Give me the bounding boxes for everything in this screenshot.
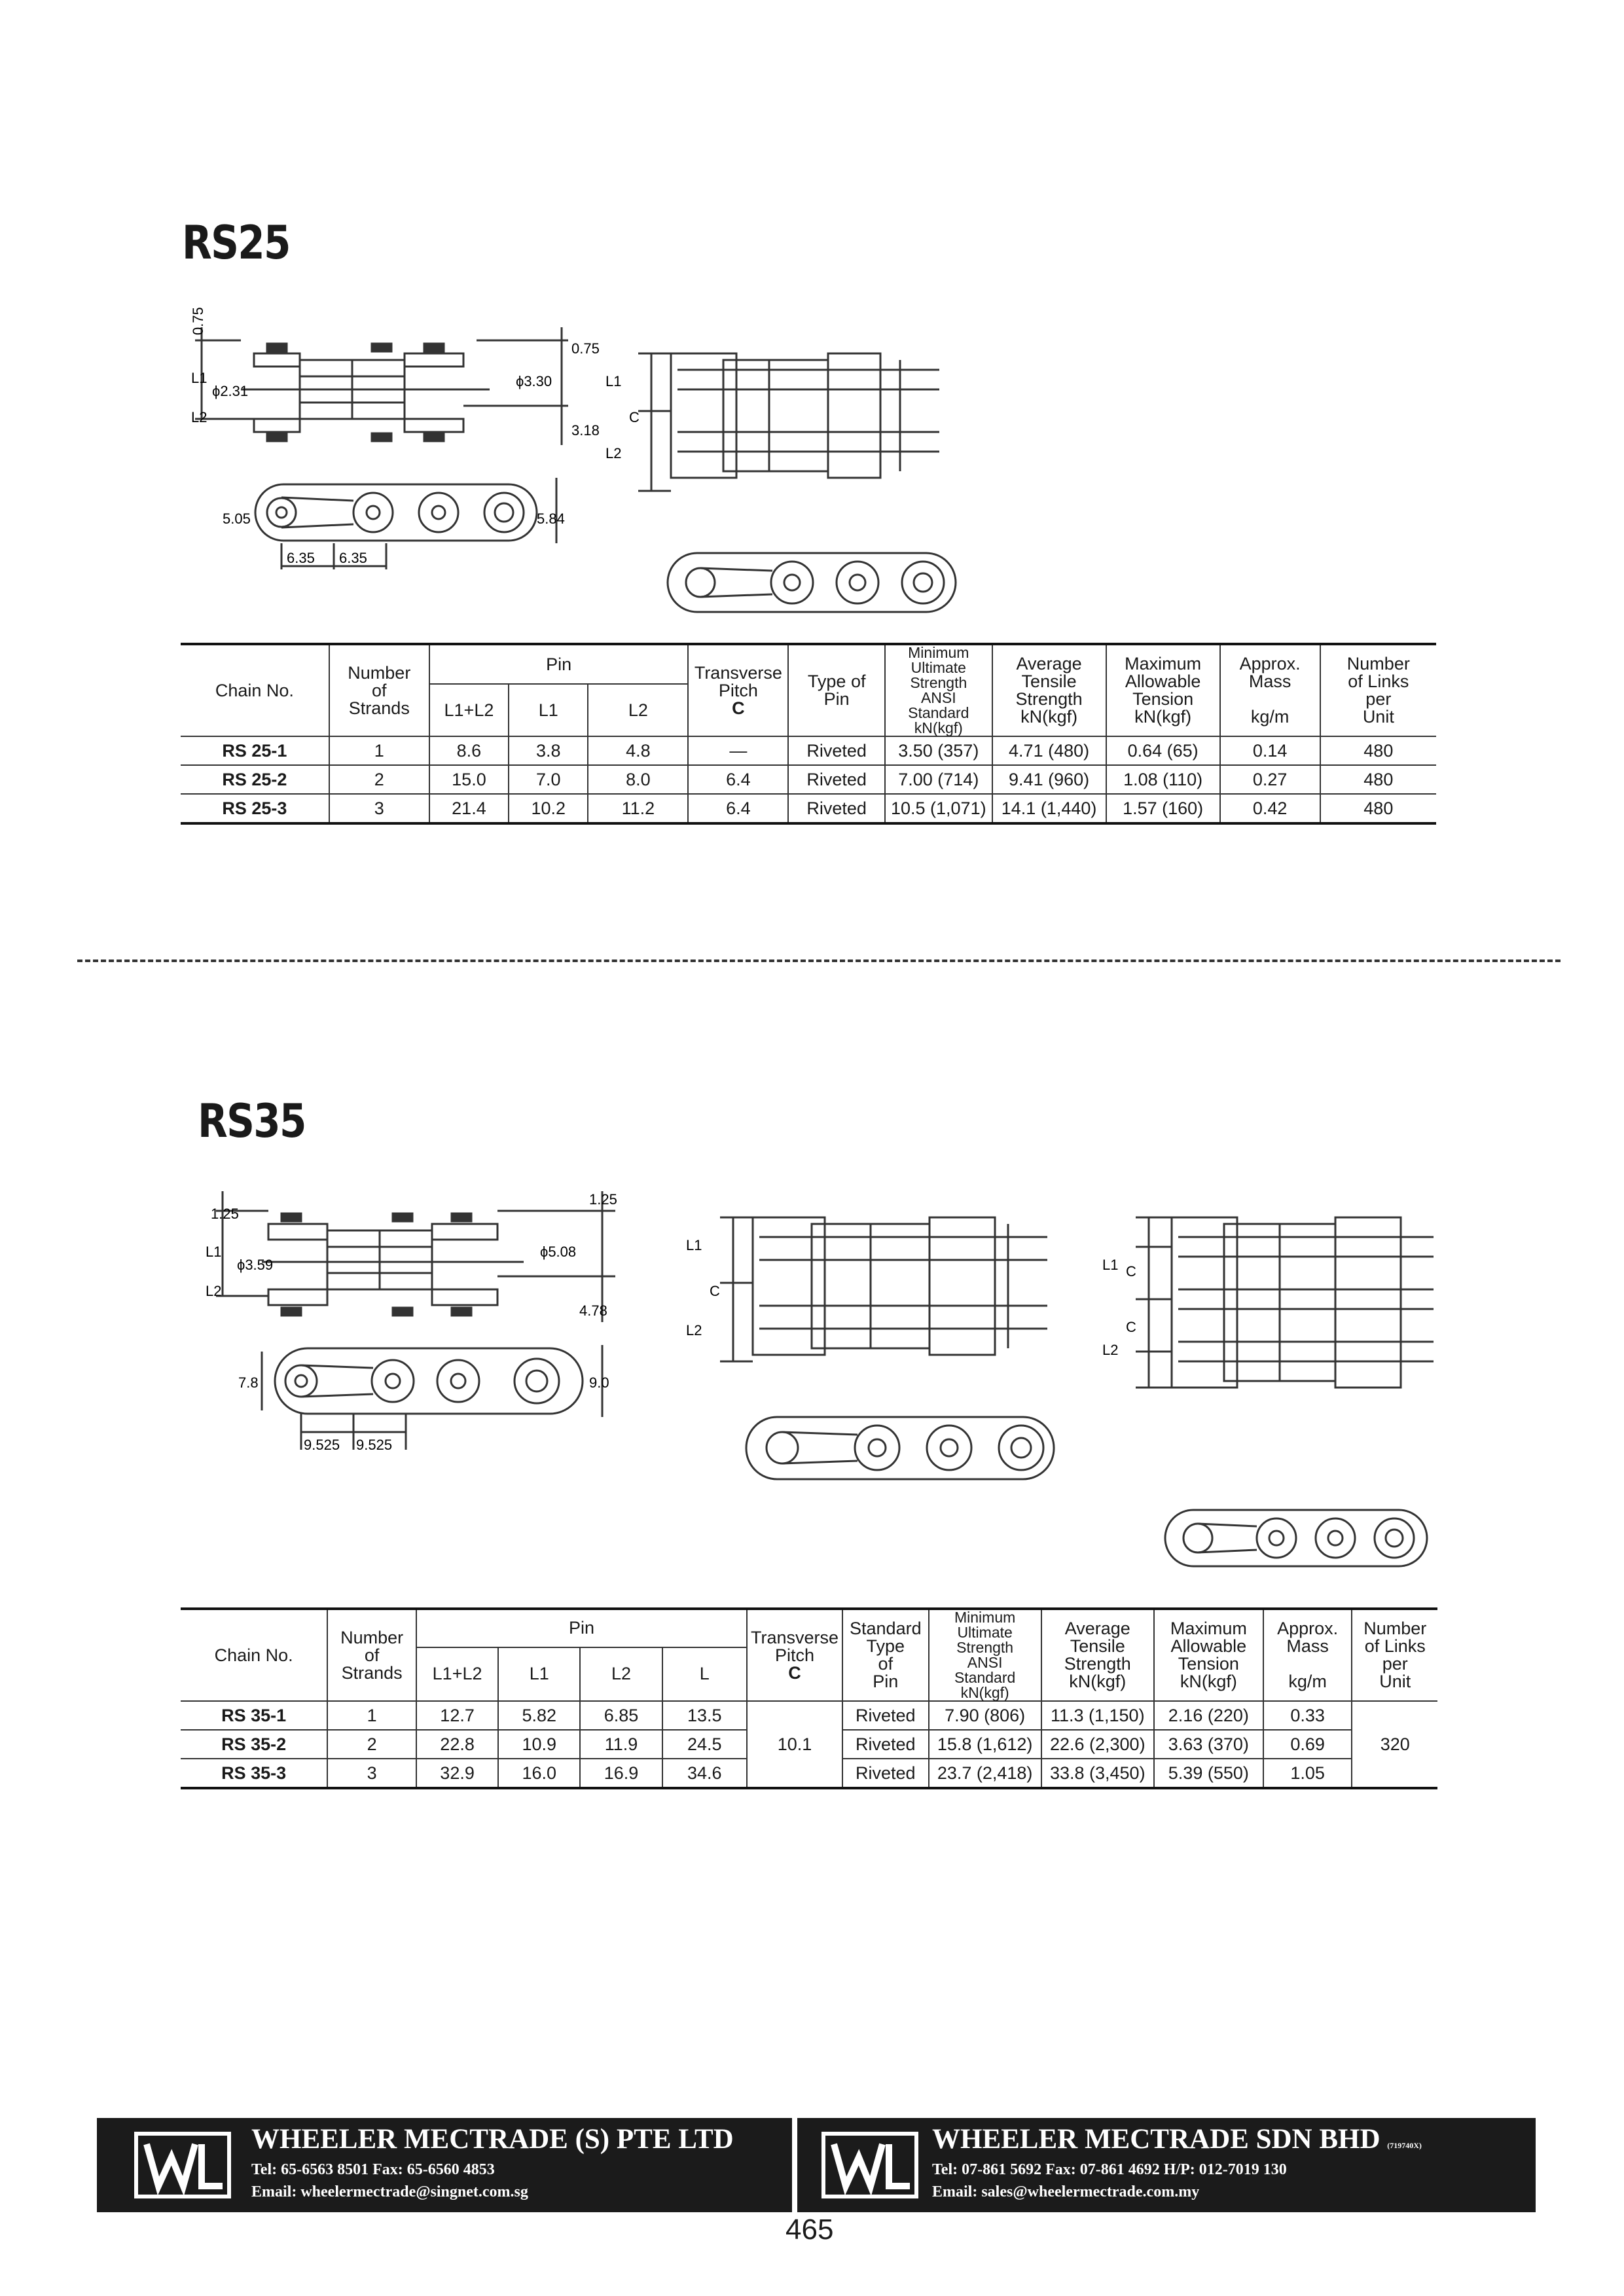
cell-chain-no: RS 25-1 [181,736,329,765]
cell-mass: 0.27 [1220,765,1320,794]
rs25-dim-pitch-a: 6.35 [287,550,315,566]
rs25-dim-roller-dia: ϕ3.30 [516,373,552,389]
cell-l2: 8.0 [588,765,688,794]
cell-l1: 10.2 [509,794,588,823]
col-max-tension: Maximum Allowable Tension kN(kgf) [1154,1609,1263,1701]
rs25-dim-pitch-b: 6.35 [339,550,367,566]
col-l2: L2 [580,1647,662,1701]
cell-pitch: 6.4 [688,765,788,794]
rs35-dim-roller-dia: ϕ5.08 [540,1244,577,1260]
col-strands: Number of Strands [329,644,429,736]
footer-right-company: WHEELER MECTRADE SDN BHD (719740X) [932,2124,1422,2155]
cell-mass: 0.14 [1220,736,1320,765]
cell-l2: 6.85 [580,1701,662,1730]
footer-left-block [97,2118,792,2212]
rs25-dim-0-75-left: 0.75 [190,307,206,335]
rs25-plan-view-drawing [203,471,569,602]
rs25-double-plan-drawing [661,543,969,622]
col-type: Standard Type of Pin [842,1609,928,1701]
rs25-double-strand-drawing [599,340,952,497]
cell-chain-no: RS 35-3 [181,1759,327,1788]
col-l1l2: L1+L2 [416,1647,498,1701]
col-pin: Pin [416,1609,747,1647]
rs25-dim-pin-dia: ϕ2.31 [212,383,249,399]
rs35-dim-1-25-left: 1.25 [211,1206,239,1222]
cell-l2: 16.9 [580,1759,662,1788]
cell-type: Riveted [842,1730,928,1759]
cell-avg-strength: 4.71 (480) [992,736,1106,765]
rs35-ts-l2: L2 [1102,1342,1119,1358]
cell-l1l2: 22.8 [416,1730,498,1759]
rs35-dim-pitch-a: 9.525 [304,1437,340,1453]
cell-links: 480 [1320,765,1436,794]
cell-mass: 0.33 [1263,1701,1352,1730]
table-row [181,736,1436,765]
footer-left-company: WHEELER MECTRADE (S) PTE LTD [251,2124,734,2155]
cell-max-tension: 1.57 (160) [1106,794,1220,823]
col-min-strength: Minimum Ultimate Strength ANSI Standard kN(kgf) [885,644,992,736]
col-pin: Pin [429,644,689,684]
cell-links: 480 [1320,736,1436,765]
col-strands: Number of Strands [327,1609,416,1701]
footer-banner [97,2118,1536,2212]
rs35-ds-l1: L1 [686,1237,702,1253]
col-l1: L1 [498,1647,580,1701]
footer-right-email: Email: sales@wheelermectrade.com.my [932,2183,1200,2200]
cell-type: Riveted [842,1759,928,1788]
cell-l1: 7.0 [509,765,588,794]
rs35-ds-c: C [710,1283,720,1299]
rs35-dim-l1: L1 [206,1244,222,1260]
col-l1l2: L1+L2 [429,684,509,736]
cell-type: Riveted [842,1701,928,1730]
cell-max-tension: 5.39 (550) [1154,1759,1263,1788]
rs25-dim-l1: L1 [191,370,208,386]
cell-l: 34.6 [662,1759,747,1788]
col-chain-no: Chain No. [181,1609,327,1701]
rs35-dim-9-0: 9.0 [589,1374,609,1391]
table-row [181,1701,1437,1730]
col-avg-strength: Average Tensile Strength kN(kgf) [1041,1609,1154,1701]
cell-l1: 3.8 [509,736,588,765]
footer-left-email: Email: wheelermectrade@singnet.com.sg [251,2183,528,2200]
cell-l: 13.5 [662,1701,747,1730]
cell-min-strength: 10.5 (1,071) [885,794,992,823]
rs35-double-strand-drawing [681,1204,1060,1374]
cell-l2: 11.2 [588,794,688,823]
rs35-plan-view-drawing [236,1335,615,1460]
col-max-tension: Maximum Allowable Tension kN(kgf) [1106,644,1220,736]
rs35-dim-1-25-right: 1.25 [589,1191,617,1208]
footer-left-tel: Tel: 65-6563 8501 Fax: 65-6560 4853 [251,2161,495,2178]
cell-pitch: 10.1 [747,1701,842,1788]
cell-type: Riveted [788,794,885,823]
footer-separator [792,2118,797,2212]
cell-min-strength: 3.50 (357) [885,736,992,765]
cell-max-tension: 0.64 (65) [1106,736,1220,765]
rs25-spec-table [181,643,1436,825]
cell-strands: 1 [327,1701,416,1730]
cell-l1: 10.9 [498,1730,580,1759]
rs35-ts-c1: C [1126,1263,1136,1280]
cell-links: 320 [1352,1701,1437,1788]
cell-mass: 0.69 [1263,1730,1352,1759]
cell-l1: 5.82 [498,1701,580,1730]
cell-min-strength: 15.8 (1,612) [929,1730,1041,1759]
col-l1: L1 [509,684,588,736]
section-title-rs35: RS35 [198,1094,306,1148]
rs35-dim-4-78: 4.78 [579,1302,607,1319]
cell-pitch: 6.4 [688,794,788,823]
cell-strands: 1 [329,736,429,765]
col-min-strength: Minimum Ultimate Strength ANSI Standard kN(kgf) [929,1609,1041,1701]
col-links: Number of Links per Unit [1320,644,1436,736]
rs25-ds-l1: L1 [605,373,622,389]
cell-avg-strength: 11.3 (1,150) [1041,1701,1154,1730]
cell-min-strength: 23.7 (2,418) [929,1759,1041,1788]
rs35-dim-pin-dia: ϕ3.59 [237,1257,274,1273]
cell-avg-strength: 9.41 (960) [992,765,1106,794]
cell-strands: 3 [329,794,429,823]
rs25-ds-l2: L2 [605,445,622,461]
rs35-ds-l2: L2 [686,1322,702,1338]
table-row [181,765,1436,794]
cell-l2: 4.8 [588,736,688,765]
page-number: 465 [785,2214,834,2246]
col-avg-strength: Average Tensile Strength kN(kgf) [992,644,1106,736]
rs35-ts-l1: L1 [1102,1257,1119,1273]
rs35-triple-strand-drawing [1100,1204,1440,1401]
cell-l2: 11.9 [580,1730,662,1759]
table-row [181,794,1436,823]
cell-avg-strength: 22.6 (2,300) [1041,1730,1154,1759]
rs35-dim-pitch-b: 9.525 [356,1437,393,1453]
cell-mass: 1.05 [1263,1759,1352,1788]
col-chain-no: Chain No. [181,644,329,736]
wm-logo-icon [134,2131,232,2199]
cell-max-tension: 1.08 (110) [1106,765,1220,794]
col-pitch: Transverse Pitch C [688,644,788,736]
rs25-side-view-drawing [175,307,600,445]
rs25-dim-3-18: 3.18 [571,422,600,439]
cell-strands: 2 [327,1730,416,1759]
section-title-rs25: RS25 [182,216,290,270]
cell-strands: 2 [329,765,429,794]
rs25-ds-c: C [629,409,640,425]
section-divider [77,960,1561,962]
cell-chain-no: RS 35-2 [181,1730,327,1759]
footer-right-tel: Tel: 07-861 5692 Fax: 07-861 4692 H/P: 012-7019 130 [932,2161,1287,2178]
wm-logo-icon [821,2131,919,2199]
cell-l1l2: 15.0 [429,765,509,794]
cell-chain-no: RS 25-3 [181,794,329,823]
cell-min-strength: 7.00 (714) [885,765,992,794]
cell-pitch: — [688,736,788,765]
rs35-double-plan-drawing [740,1407,1067,1486]
footer-right-reg: (719740X) [1387,2141,1422,2150]
cell-avg-strength: 33.8 (3,450) [1041,1759,1154,1788]
col-links: Number of Links per Unit [1352,1609,1437,1701]
rs35-spec-table [181,1607,1437,1789]
cell-l1l2: 8.6 [429,736,509,765]
col-l2: L2 [588,684,688,736]
rs35-dim-7-8: 7.8 [238,1374,259,1391]
cell-max-tension: 2.16 (220) [1154,1701,1263,1730]
cell-l1: 16.0 [498,1759,580,1788]
rs35-ts-c2: C [1126,1319,1136,1335]
cell-max-tension: 3.63 (370) [1154,1730,1263,1759]
rs25-dim-5-05: 5.05 [223,511,251,527]
rs25-dim-l2: L2 [191,409,208,425]
footer-right-block [797,2118,1536,2212]
rs35-triple-plan-drawing [1159,1502,1440,1574]
cell-strands: 3 [327,1759,416,1788]
cell-links: 480 [1320,794,1436,823]
rs25-dim-5-84: 5.84 [537,511,565,527]
col-mass: Approx. Mass kg/m [1263,1609,1352,1701]
cell-avg-strength: 14.1 (1,440) [992,794,1106,823]
rs25-dim-0-75-right: 0.75 [571,340,600,357]
cell-chain-no: RS 25-2 [181,765,329,794]
col-pitch: Transverse Pitch C [747,1609,842,1701]
col-type: Type of Pin [788,644,885,736]
col-l: L [662,1647,747,1701]
cell-min-strength: 7.90 (806) [929,1701,1041,1730]
cell-type: Riveted [788,765,885,794]
cell-chain-no: RS 35-1 [181,1701,327,1730]
cell-mass: 0.42 [1220,794,1320,823]
cell-type: Riveted [788,736,885,765]
cell-l1l2: 32.9 [416,1759,498,1788]
cell-l: 24.5 [662,1730,747,1759]
rs35-side-view-drawing [196,1185,622,1322]
rs35-dim-l2: L2 [206,1283,222,1299]
cell-l1l2: 12.7 [416,1701,498,1730]
cell-l1l2: 21.4 [429,794,509,823]
col-mass: Approx. Mass kg/m [1220,644,1320,736]
